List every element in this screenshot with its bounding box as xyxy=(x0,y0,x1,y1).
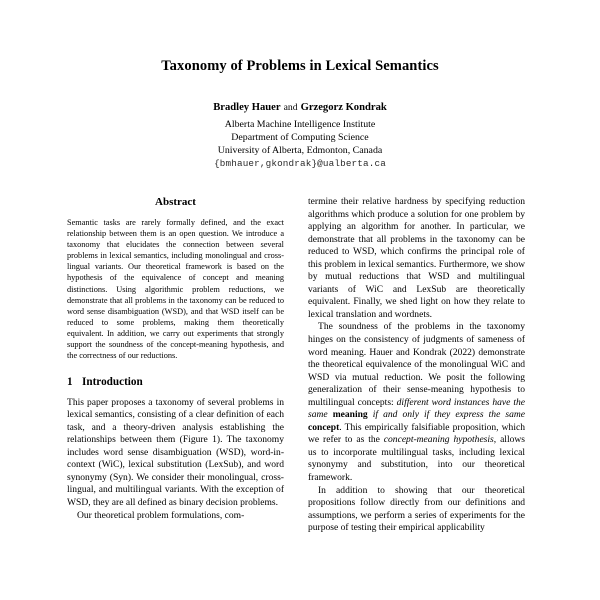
hypothesis-after-1: . This empirically falsifiable proposition, which we refer to as the xyxy=(308,421,525,446)
intro-paragraph-1: This paper proposes a taxonomy of several problems in lexical semantics, consisting of a clear definition of each task, and a theory-driven analysis establishing the relationships between them (Figure 1). The taxonomy includes word sense disambiguation (WSD), word-in-context (WiC), lexical substitution (LexSub), and word synonymy (Syn). We consider their monolingual, cross-lingual, and multilingual variants. With the exception of WSD, they are all defined as binary decision problems. xyxy=(67,396,284,509)
author-line xyxy=(0,101,600,114)
hypothesis-italic-1: different word instances have the same xyxy=(308,396,525,421)
hypothesis-intro: The soundness of the problems in the taxonomy hinges on the consistency of judgments of sameness of word meaning. Hauer and Kondrak (2022) demonstrate the theoretical equivalence of the monolingual WiC and WSD via mutual reduction. We posit the following generalization of their sense-meaning hypothesis to multilingual concepts: xyxy=(308,321,525,408)
author-conjunction: and xyxy=(283,102,298,114)
paper-header xyxy=(0,0,600,169)
hypothesis-bold-meaning: meaning xyxy=(332,409,368,421)
abstract-text: Semantic tasks are rarely formally defined, and the exact relationship between them is an open question. We introduce a taxonomy that elucidates the connection between several problems in lexical semantics, including monolingual and cross-lingual variants. Our theoretical framework is based on the hypothesis of the equivalence of concept and meaning distinctions. Using algorithmic problem reductions, we demonstrate that all problems in the taxonomy can be reduced to word sense disambiguation (WSD), and that WSD itself can be reduced to some problems, making them theoretically equivalent. In addition, we carry out experiments that strongly support the soundness of the concept-meaning hypothesis, and the correctness of our reductions. xyxy=(67,218,284,361)
two-column-body xyxy=(0,196,600,535)
left-column xyxy=(67,196,284,535)
hypothesis-after-2: , allows us to incorporate multilingual tasks, including lexical synonymy and substitution, into our theoretical framework. xyxy=(308,434,525,484)
hypothesis-italic-2: if and only if they express the same xyxy=(367,409,525,421)
right-column xyxy=(308,196,525,535)
author-email: {bmhauer,gkondrak}@ualberta.ca xyxy=(214,158,386,170)
intro-paragraph-2: Our theoretical problem formulations, com- xyxy=(77,509,245,521)
abstract-heading: Abstract xyxy=(155,196,196,208)
section-title: Introduction xyxy=(82,376,143,389)
affiliation-line-2: Department of Computing Science xyxy=(231,131,369,143)
right-paragraph-3: In addition to showing that our theoretical propositions follow directly from our definitions and assumptions, we perform a series of experiments for the purpose of testing their empirical applicability xyxy=(308,484,525,534)
section-heading-introduction xyxy=(67,376,284,389)
author-first: Bradley Hauer xyxy=(213,102,281,114)
affiliation-line-1: Alberta Machine Intelligence Institute xyxy=(224,118,376,130)
right-paragraph-1: termine their relative hardness by specifying reduction algorithms which produce a solution for one problem by applying an algorithm for another. In particular, we demonstrate that all problems in the taxonomy can be reduced to WSD, which confirms the principal role of this problem in lexical semantics. Furthermore, we show by mutual reductions that WSD and multilingual variants of WiC and LexSub are theoretically equivalent. Finally, we shed light on how they relate to lexical translation and wordnets. xyxy=(308,196,525,320)
page-title: Taxonomy of Problems in Lexical Semantics xyxy=(161,58,439,74)
author-second: Grzegorz Kondrak xyxy=(300,102,387,114)
section-number: 1 xyxy=(67,376,73,389)
right-paragraph-2 xyxy=(308,321,525,484)
hypothesis-bold-concept: concept xyxy=(308,421,340,433)
affiliation-line-3: University of Alberta, Edmonton, Canada xyxy=(217,144,383,156)
concept-meaning-hypothesis-term: concept-meaning hypothesis xyxy=(383,434,494,446)
